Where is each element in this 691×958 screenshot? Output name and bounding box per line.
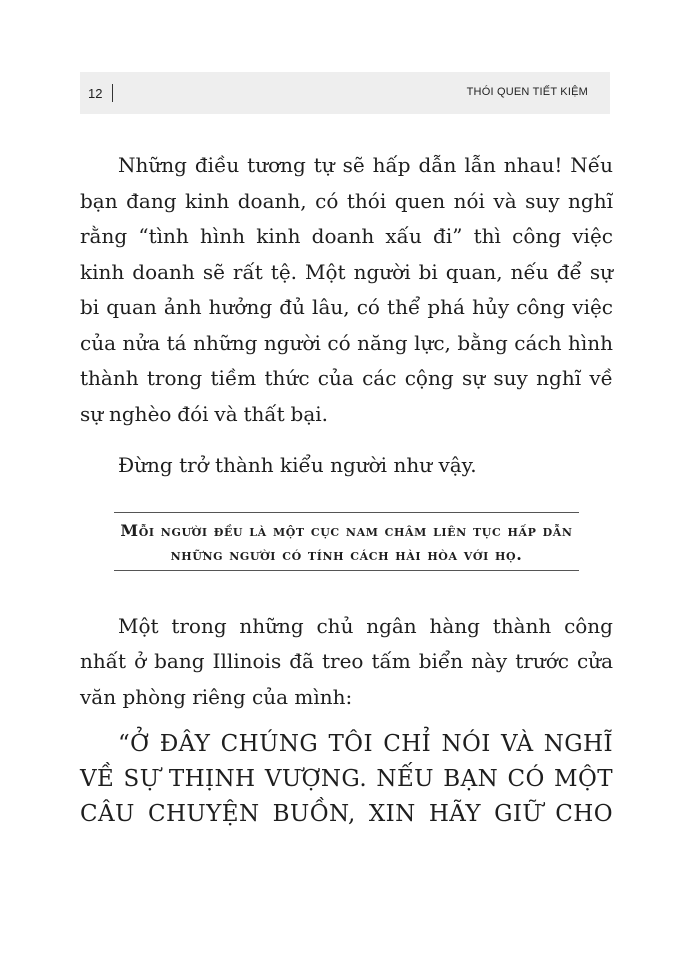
page-header [80, 72, 610, 114]
paragraph-1: Những điều tương tự sẽ hấp dẫn lẫn nhau! Nếu bạn đang kinh doanh, có thói quen nói và suy nghĩ rằng “tình hình kinh doanh xấu đi” thì công việc kinh doanh sẽ rất tệ. Một người bi quan, nếu để sự bi quan ảnh hưởng đủ lâu, có thể phá hủy công việc của nửa tá những người có năng lực, bằng cách hình thành trong tiềm thức của các cộng sự suy nghĩ về sự nghèo đói và thất bại. [80, 153, 613, 426]
header-separator [112, 84, 113, 102]
paragraph-3: Một trong những chủ ngân hàng thành công nhất ở bang Illinois đã treo tấm biển này trước cửa văn phòng riêng của mình: [80, 613, 613, 709]
paragraph-2: Đừng trở thành kiểu người như vậy. [118, 453, 477, 477]
page-number: 12 [88, 86, 103, 101]
sign-quote: “Ở ĐÂY CHÚNG TÔI CHỈ NÓI VÀ NGHĨ VỀ SỰ THỊNH VƯỢNG. NẾU BẠN CÓ MỘT CÂU CHUYỆN BUỒN, XIN HÃY GIỮ CHO [80, 731, 613, 827]
page-body [80, 148, 613, 832]
running-title: THÓI QUEN TIẾT KIỆM [466, 86, 588, 98]
pull-quote-callout: Mỗi người đều là một cục nam châm liên tục hấp dẫn những người có tính cách hài hòa với họ. [114, 512, 579, 571]
